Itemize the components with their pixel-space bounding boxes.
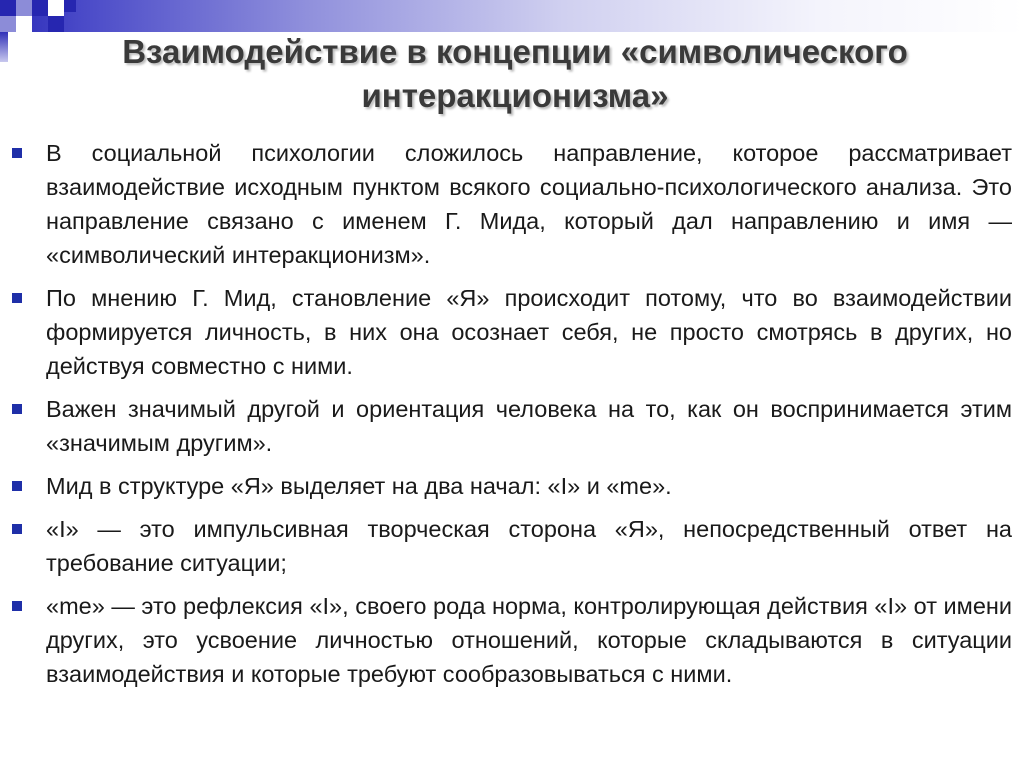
decoration-square [48, 0, 64, 16]
bullet-text: По мнению Г. Мид, становление «Я» происходит потому, что во взаимодействии формируется личность, в них она осознает себя, не просто смотрясь в других, но действуя совместно с ними. [46, 285, 1012, 379]
decoration-square [0, 16, 16, 32]
bullet-text: В социальной психологии сложилось направление, которое рассматривает взаимодействие исходным пунктом всякого социально-психологического анализа. Это направление связано с именем Г. Мида, который дал направлению и имя — «символический интеракционизм». [46, 140, 1012, 268]
blue-square-bullet-icon [12, 524, 22, 534]
list-item [12, 281, 1012, 383]
list-item [12, 589, 1012, 691]
bullet-list [12, 136, 1012, 700]
blue-square-bullet-icon [12, 601, 22, 611]
slide-title: Взаимодействие в концепции «символического интеракционизма» [122, 33, 908, 114]
blue-square-bullet-icon [12, 293, 22, 303]
list-item [12, 392, 1012, 460]
decoration-square [16, 0, 32, 16]
decoration-square [64, 0, 76, 12]
decoration-square [0, 0, 16, 16]
bullet-text: Важен значимый другой и ориентация человека на то, как он воспринимается этим «значимым другим». [46, 396, 1012, 456]
blue-square-bullet-icon [12, 481, 22, 491]
bullet-text: Мид в структуре «Я» выделяет на два начал: «I» и «me». [46, 473, 672, 499]
top-decoration-band [0, 0, 1024, 32]
bullet-text: «I» — это импульсивная творческая сторона «Я», непосредственный ответ на требование ситуации; [46, 516, 1012, 576]
decoration-square [32, 0, 48, 16]
list-item [12, 136, 1012, 272]
left-decoration-bar [0, 32, 8, 62]
blue-square-bullet-icon [12, 404, 22, 414]
list-item [12, 469, 1012, 503]
list-item [12, 512, 1012, 580]
blue-square-bullet-icon [12, 148, 22, 158]
bullet-text: «me» — это рефлексия «I», своего рода норма, контролирующая действия «I» от имени других, это усвоение личностью отношений, которые складываются в ситуации взаимодействия и которые требуют сообразовываться с ними. [46, 593, 1012, 687]
